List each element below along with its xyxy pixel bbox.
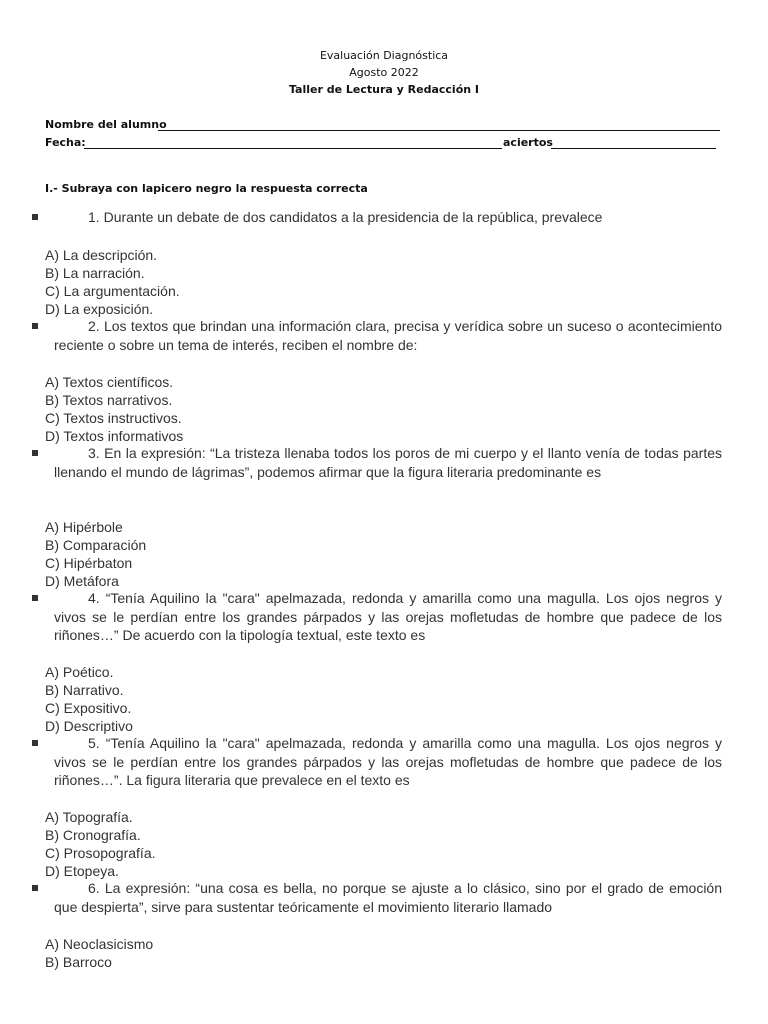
question-bullet [32,323,38,329]
question-6 [54,879,722,916]
student-name-label: Nombre del alumno [45,118,167,131]
option-a[interactable]: A) Neoclasicismo [45,936,154,952]
option-a[interactable]: A) La descripción. [45,247,158,263]
option-c[interactable]: C) Textos instructivos. [45,410,182,426]
option-b[interactable]: B) Narrativo. [45,682,124,698]
question-number: 4. [88,590,100,606]
question-number: 3. [88,445,100,461]
question-4 [54,589,722,645]
question-bullet [32,214,38,220]
option-d[interactable]: D) Metáfora [45,573,119,589]
document-title: Evaluación Diagnóstica [319,49,449,62]
option-c[interactable]: C) Prosopografía. [45,845,156,861]
option-d[interactable]: D) Textos informativos [45,428,184,444]
option-d[interactable]: D) Etopeya. [45,863,119,879]
option-b[interactable]: B) La narración. [45,265,145,281]
question-number: 2. [88,318,100,334]
option-b[interactable]: B) Barroco [45,954,112,970]
section-instructions: I.- Subraya con lapicero negro la respuesta correcta [45,182,368,195]
score-line[interactable] [551,148,716,149]
option-a[interactable]: A) Textos científicos. [45,374,174,390]
question-text: La expresión: “una cosa es bella, no porque se ajuste a lo clásico, sino por el grado de emoción que despierta”, sirve para sustentar teóricamente el movimiento literario llamado [54,880,722,915]
option-b[interactable]: B) Textos narrativos. [45,392,173,408]
question-text: Durante un debate de dos candidatos a la presidencia de la república, prevalece [103,209,603,225]
question-bullet [32,885,38,891]
student-name-line[interactable] [158,130,720,131]
question-text: En la expresión: “La tristeza llenaba todos los poros de mi cuerpo y el llanto venía de todas partes llenando el mundo de lágrimas”, podemos afirmar que la figura literaria predominante es [54,445,723,480]
question-number: 6. [88,880,100,896]
question-bullet [32,740,38,746]
option-a[interactable]: A) Topografía. [45,809,133,825]
option-a[interactable]: A) Hipérbole [45,519,123,535]
question-5 [54,734,722,790]
question-bullet [32,450,38,456]
score-label: aciertos [503,136,553,149]
question-bullet [32,595,38,601]
option-d[interactable]: D) Descriptivo [45,718,133,734]
question-3 [54,444,722,481]
question-number: 1. [88,209,100,225]
option-a[interactable]: A) Poético. [45,664,114,680]
option-b[interactable]: B) Comparación [45,537,147,553]
question-1 [54,208,722,227]
date-label: Fecha: [45,136,86,149]
option-c[interactable]: C) La argumentación. [45,283,180,299]
question-text: “Tenía Aquilino la "cara" apelmazada, redonda y amarilla como una magulla. Los ojos negros y vivos se le perdían entre los grandes párpados y las orejas mofletudas de hombre que padece de los riñones…”. La figura literaria que prevalece en el texto es [54,735,723,788]
question-2 [54,317,722,354]
course-name: Taller de Lectura y Redacción I [288,83,480,96]
date-line[interactable] [84,148,502,149]
option-d[interactable]: D) La exposición. [45,301,154,317]
option-c[interactable]: C) Expositivo. [45,700,132,716]
question-text: “Tenía Aquilino la "cara" apelmazada, redonda y amarilla como una magulla. Los ojos negros y vivos se le perdían entre los grandes párpados y las orejas mofletudas de hombre que padece de los riñones…” De acuerdo con la tipología textual, este texto es [54,590,723,643]
document-date: Agosto 2022 [349,66,419,79]
option-c[interactable]: C) Hipérbaton [45,555,133,571]
question-number: 5. [88,735,100,751]
option-b[interactable]: B) Cronografía. [45,827,141,843]
question-text: Los textos que brindan una información clara, precisa y verídica sobre un suceso o acontecimiento reciente o sobre un tema de interés, reciben el nombre de: [54,318,723,353]
